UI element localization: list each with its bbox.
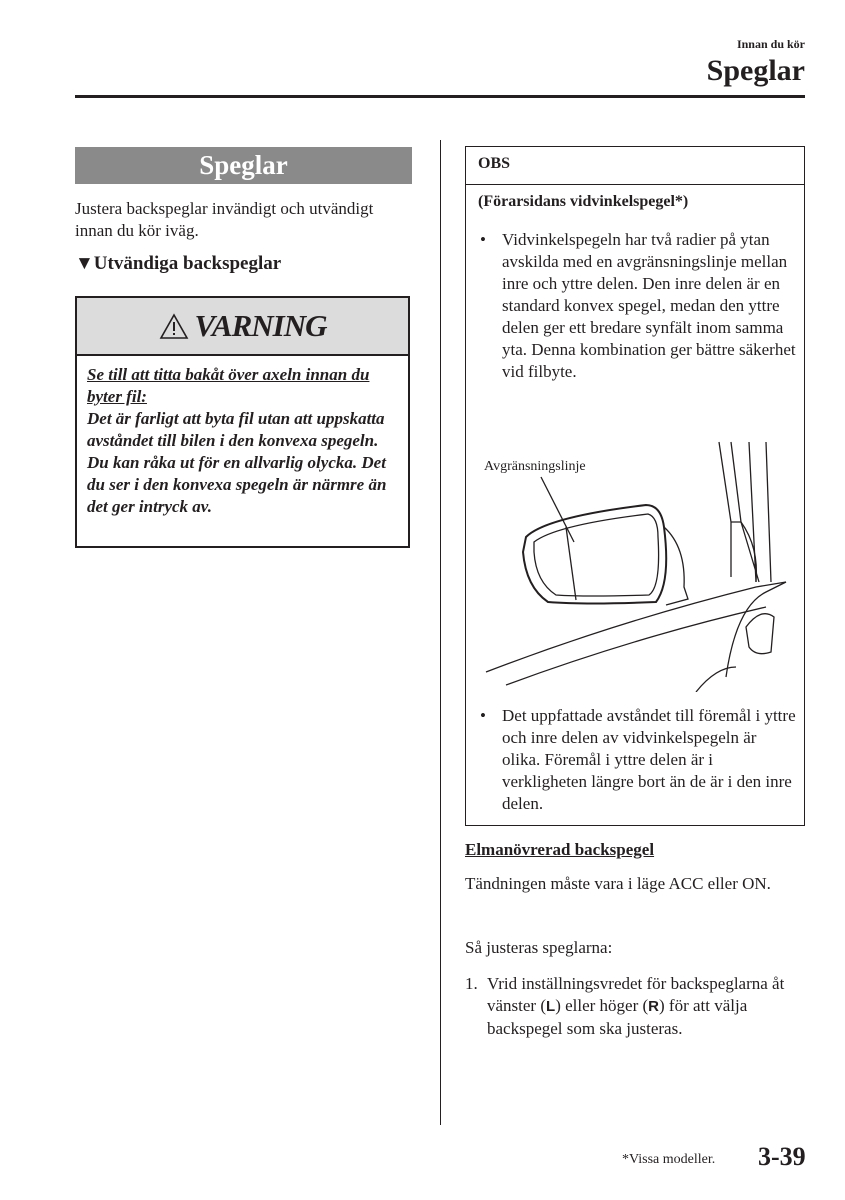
page-title: Speglar [706, 54, 805, 87]
ignition-text: Tändningen måste vara i läge ACC eller ON. [465, 874, 771, 893]
left-symbol: L [546, 998, 556, 1015]
note-title: OBS [466, 147, 804, 185]
warning-body [77, 356, 408, 526]
header-rule [75, 95, 805, 98]
column-divider [440, 140, 441, 1125]
intro-text: Justera backspeglar invändigt och utvändigt innan du kör iväg. [75, 199, 374, 240]
adjust-intro: Så justeras speglarna: [465, 938, 613, 957]
step-number: 1. [465, 974, 478, 993]
mirror-illustration [466, 437, 804, 692]
subheading: ▼Utvändiga backspeglar [75, 253, 282, 274]
bullet-text: Det uppfattade avståndet till föremål i yttre och inre delen av vidvinkelspegeln är olika. Föremål i yttre delen är i verkligheten längre bort än de är i den inre delen. [502, 706, 796, 813]
step-text: ) eller höger ( [555, 996, 649, 1015]
note-subtitle: (Förarsidans vidvinkelspegel*) [478, 193, 689, 210]
warning-box [75, 296, 410, 548]
warning-title: VARNING [194, 308, 327, 343]
warning-header [77, 298, 408, 356]
section-title: Speglar [75, 147, 412, 184]
page-number: 3-39 [758, 1142, 806, 1171]
step-text: ) för att välja backspegel som ska justeras. [487, 996, 748, 1038]
electric-mirror-heading: Elmanövrerad backspegel [465, 840, 655, 859]
note-box [465, 146, 805, 826]
step-1 [465, 973, 805, 1040]
bullet-text: Vidvinkelspegeln har två radier på ytan avskilda med en avgränsningslinje mellan inre och yttre delen. Den inre delen är en standard konvex spegel, medan den yttre delen ger ett bredare synfält inom samma yta. Denna kombination ger bättre säkerhet vid filbyte. [502, 230, 796, 381]
chapter-label: Innan du kör [736, 37, 805, 51]
warning-text: Det är farligt att byta fil utan att uppskatta avståndet till bilen i den konvexa spegeln. Du kan råka ut för en allvarlig olycka. Det du ser i den konvexa spegeln är närmre än det ger intryck av. [87, 409, 387, 516]
warning-triangle-icon [159, 313, 189, 340]
right-symbol: R [648, 998, 660, 1015]
step-text: Vrid inställningsvredet för backspeglarna åt vänster ( [487, 974, 785, 1015]
note-bullet: • Vidvinkelspegeln har två radier på ytan avskilda med en avgränsningslinje mellan inre och yttre delen. Den inre delen är en standard konvex spegel, medan den yttre delen ger ett bredare synfält inom samma yta. Denna kombination ger bättre säkerhet vid filbyte. [480, 230, 796, 381]
warning-lead: Se till att titta bakåt över axeln innan du byter fil: [87, 365, 370, 406]
footnote: *Vissa modeller. [622, 1152, 716, 1167]
illustration-label: Avgränsningslinje [484, 459, 586, 474]
note-bullet: • Det uppfattade avståndet till föremål i yttre och inre delen av vidvinkelspegeln är olika. Föremål i yttre delen är i verkligheten längre bort än de är i den inre delen. [480, 706, 796, 813]
